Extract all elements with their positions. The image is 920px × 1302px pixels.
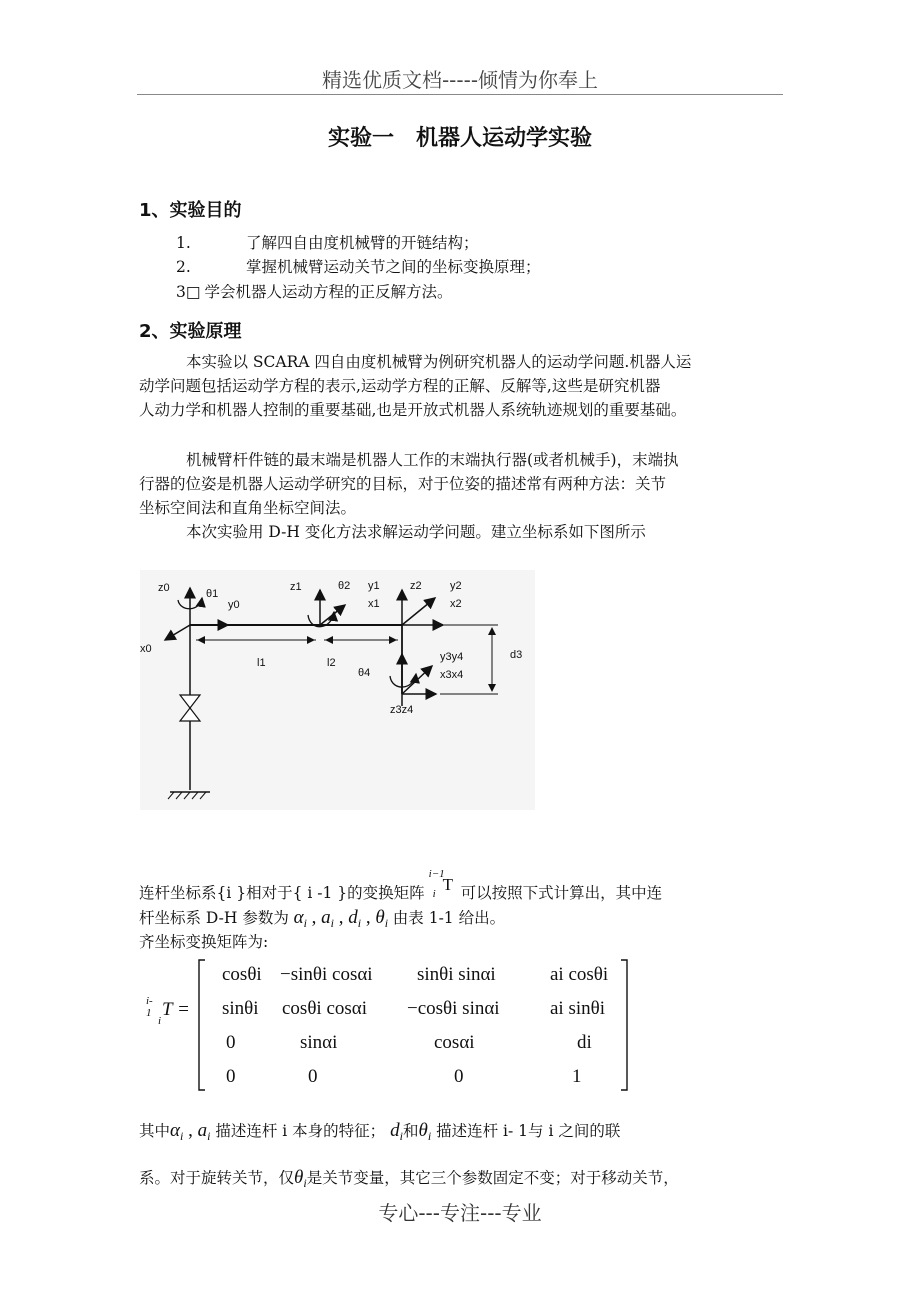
label-theta2: θ2 [338,580,351,592]
matrix-cell: cosθi [222,964,262,985]
list-item-number: 3□ [176,283,201,301]
matrix-cell: sinαi [300,1032,338,1053]
paragraph-line: 人动力学和机器人控制的重要基础,也是开放式机器人系统轨迹规划的重要基础。 [139,401,687,419]
section-heading-purpose: 1、实验目的 [139,200,242,221]
label-z3z4: z3z4 [390,704,414,716]
paragraph-text: 连杆坐标系{i }相对于{ i -1 }的变换矩阵 [139,884,425,902]
list-item [176,282,453,303]
paragraph-text: 由表 1-1 给出。 [392,909,506,927]
paragraph-text: 杆坐标系 D-H 参数为 [139,909,289,927]
label-z2: z2 [410,580,422,592]
paragraph-line: 其中$\alpha_i$ , $a_i$ 描述连杆 i 本身的特征； $d_i$和$\theta_i$ 描述连杆 i- 1与 i 之间的联 [139,1120,621,1143]
paragraph-line: 本实验以 SCARA 四自由度机械臂为例研究机器人的运动学问题.机器人运 [186,353,692,371]
matrix-cell: cosθi cosαi [282,998,368,1019]
document-title: 实验一 机器人运动学实验 [327,126,592,151]
robot-arm-coordinate-diagram [140,570,535,810]
matrix-cell: sinθi sinαi [417,964,496,985]
label-x2: x2 [450,598,462,610]
paragraph-line: 齐坐标变换矩阵为: [139,933,269,951]
matrix-cell: −sinθi cosαi [280,964,373,985]
label-x1: x1 [368,598,380,610]
matrix-cell: di [577,1032,592,1053]
matrix-cell: cosαi [434,1032,475,1053]
matrix-cell: 0 [226,1032,236,1053]
label-theta1: θ1 [206,588,219,600]
matrix-cell: ai cosθi [550,964,609,985]
label-x3x4: x3x4 [440,669,464,681]
paragraph-line: 本次实验用 D-H 变化方法求解运动学问题。建立坐标系如下图所示 [186,523,646,541]
dh-parameters: $\alpha_i$ , $a_i$ , $d_i$ , $\theta_i$ [293,907,389,930]
list-item [176,257,541,278]
label-y0: y0 [228,599,240,611]
list-item-text: 学会机器人运动方程的正反解方法。 [204,283,453,301]
paragraph-line: 行器的位姿是机器人运动学研究的目标，对于位姿的描述常有两种方法：关节 [139,475,667,493]
label-d3: d3 [510,649,523,661]
paragraph-line [139,868,663,904]
label-theta4: θ4 [358,667,371,679]
paragraph-line: 机械臂杆件链的最末端是机器人工作的末端执行器(或者机械手)，末端执 [186,451,679,469]
transform-symbol: i−1 i T [428,868,454,900]
label-l1: l1 [257,657,266,669]
diagram-background [140,570,535,810]
list-item-text: 了解四自由度机械臂的开链结构； [246,234,479,252]
list-item-text: 掌握机械臂运动关节之间的坐标变换原理； [246,258,541,276]
list-item-number: 1. [176,234,191,252]
matrix-body [210,962,630,1088]
page-header: 精选优质文档-----倾情为你奉上 [321,68,599,92]
label-z1: z1 [290,581,302,593]
matrix-cell: 1 [572,1066,582,1087]
list-item [176,233,479,254]
label-y3y4: y3y4 [440,651,464,663]
label-z0: z0 [158,582,170,594]
matrix-cell: ai sinθi [550,998,606,1019]
matrix-cell: 0 [308,1066,318,1087]
label-x0: x0 [140,643,152,655]
label-l2: l2 [327,657,336,669]
matrix-cell: 0 [454,1066,464,1087]
paragraph-line [139,907,505,934]
page-footer: 专心---专注---专业 [378,1201,542,1225]
label-y1: y1 [368,580,380,592]
matrix-cell: −cosθi sinαi [407,998,500,1019]
paragraph-line: 动学问题包括运动学方程的表示,运动学方程的正解、反解等,这些是研究机器 [139,377,661,395]
list-item-number: 2. [176,258,191,276]
header-divider [137,94,783,95]
section-heading-principle: 2、实验原理 [139,321,242,342]
paragraph-text: 可以按照下式计算出，其中连 [460,884,663,902]
label-y2: y2 [450,580,462,592]
matrix-cell: sinθi [222,998,259,1019]
paragraph-line: 坐标空间法和直角坐标空间法。 [139,499,357,517]
matrix-left-bracket [199,960,205,1090]
paragraph-line: 系。对于旋转关节，仅$\theta_i$是关节变量，其它三个参数固定不变；对于移动关节， [139,1167,679,1190]
matrix-cell: 0 [226,1066,236,1087]
